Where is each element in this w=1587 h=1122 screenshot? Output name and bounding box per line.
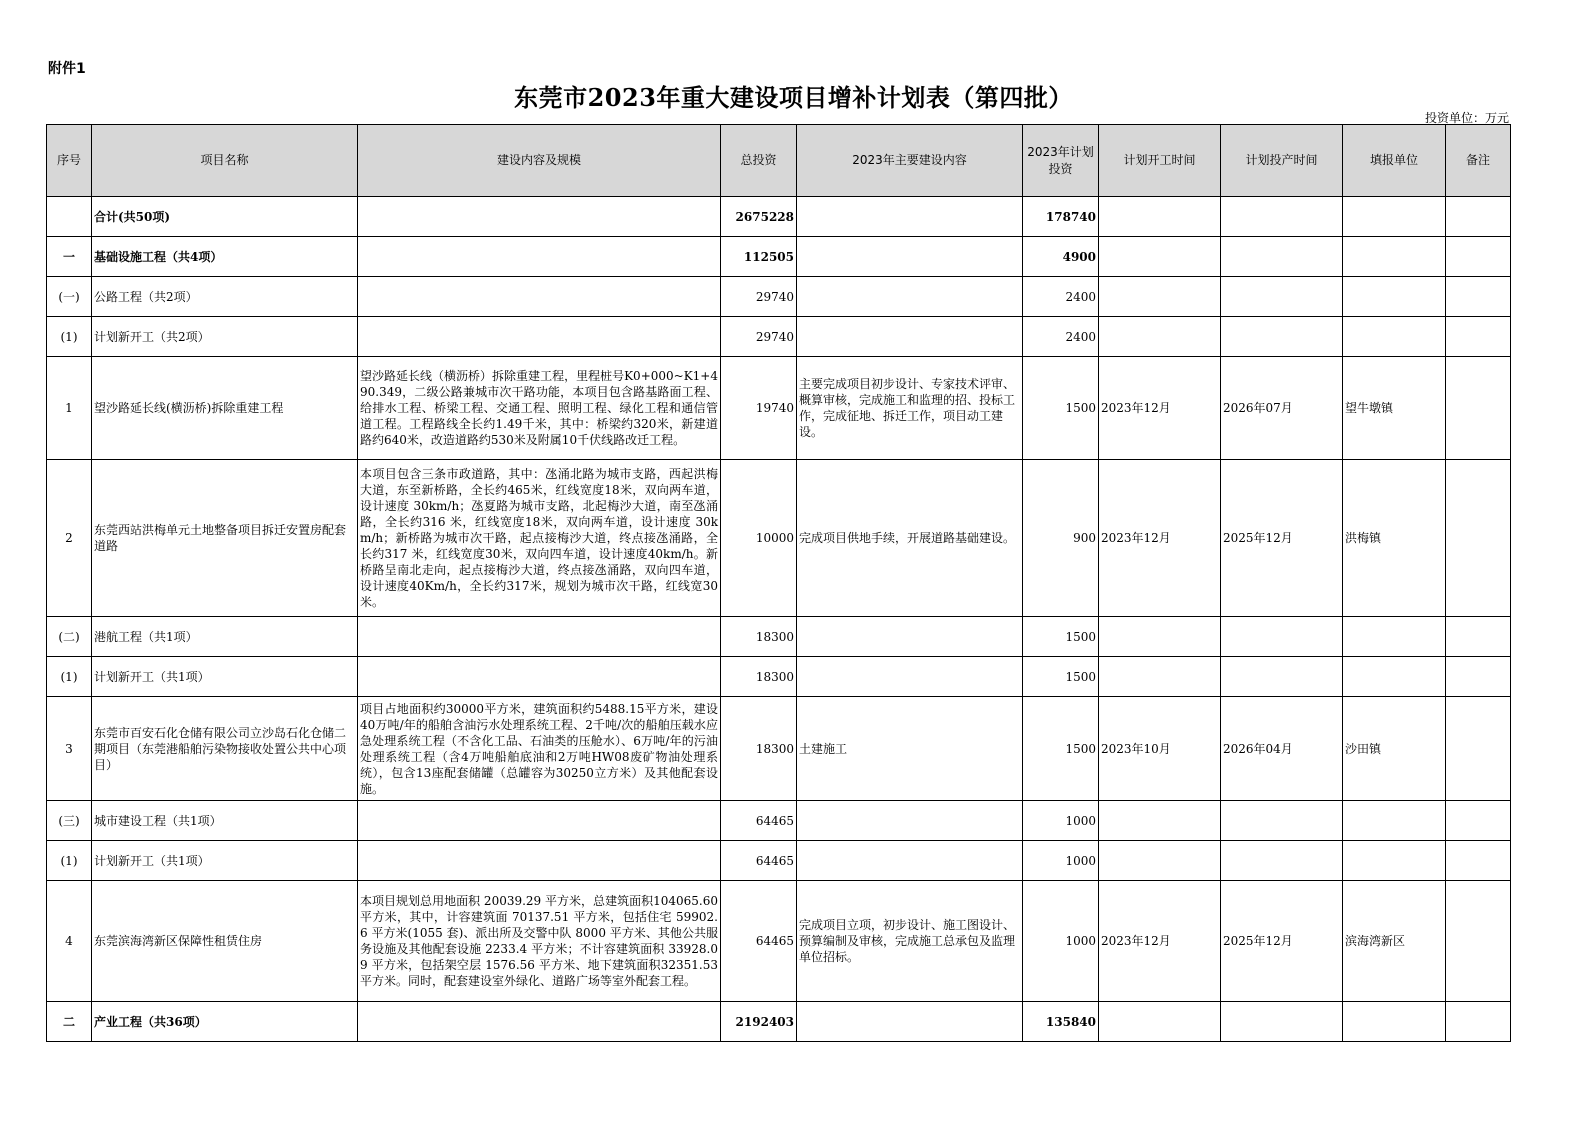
cell-total: 18300: [721, 657, 797, 697]
cell-name: 计划新开工（共1项）: [92, 841, 358, 881]
cell-finish: [1221, 657, 1343, 697]
cell-plan: 1500: [1023, 617, 1099, 657]
cell-unit: [1343, 801, 1446, 841]
cell-finish: [1221, 801, 1343, 841]
cell-note: [1446, 460, 1511, 617]
cell-note: [1446, 197, 1511, 237]
cell-start: 2023年10月: [1099, 697, 1221, 801]
cell-finish: [1221, 841, 1343, 881]
cell-seq: 2: [47, 460, 92, 617]
table-row-section: [47, 1002, 1511, 1042]
cell-finish: 2026年04月: [1221, 697, 1343, 801]
cell-start: [1099, 277, 1221, 317]
page-title: 东莞市2023年重大建设项目增补计划表（第四批）: [514, 83, 1073, 112]
cell-note: [1446, 657, 1511, 697]
cell-main: [797, 317, 1023, 357]
cell-scope: [358, 801, 721, 841]
header-finish-time: 计划投产时间: [1221, 125, 1343, 197]
cell-scope: [358, 237, 721, 277]
cell-name: 合计(共50项): [92, 197, 358, 237]
table-row-project: [47, 697, 1511, 801]
header-reporting-unit: 填报单位: [1343, 125, 1446, 197]
cell-main: [797, 1002, 1023, 1042]
table-header-row: [47, 125, 1511, 197]
cell-note: [1446, 317, 1511, 357]
cell-start: [1099, 1002, 1221, 1042]
header-project-name: 项目名称: [92, 125, 358, 197]
header-plan-investment: 2023年计划投资: [1023, 125, 1099, 197]
cell-note: [1446, 357, 1511, 460]
cell-main: 主要完成项目初步设计、专家技术评审、概算审核，完成施工和监理的招、投标工作，完成征地、拆迁工作，项目动工建设。: [797, 357, 1023, 460]
cell-scope: 项目占地面积约30000平方米，建筑面积约5488.15平方米，建设40万吨/年的船舶含油污水处理系统工程、2千吨/次的船舶压载水应急处理系统工程（不含化工品、石油类的压舱水）、6万吨/年的污油处理系统工程（含4万吨船舶底油和2万吨HW08废矿物油处理系统），包含13座配套储罐（总罐容为30250立方米）及其他配套设施。: [358, 697, 721, 801]
header-note: 备注: [1446, 125, 1511, 197]
cell-seq: [47, 197, 92, 237]
cell-scope: [358, 277, 721, 317]
cell-name: 计划新开工（共2项）: [92, 317, 358, 357]
cell-total: 19740: [721, 357, 797, 460]
cell-seq: (二): [47, 617, 92, 657]
cell-finish: [1221, 1002, 1343, 1042]
cell-total: 18300: [721, 617, 797, 657]
table-row-section: [47, 237, 1511, 277]
cell-name: 港航工程（共1项）: [92, 617, 358, 657]
table-row-project: [47, 357, 1511, 460]
cell-unit: [1343, 1002, 1446, 1042]
cell-seq: 一: [47, 237, 92, 277]
cell-finish: [1221, 317, 1343, 357]
cell-unit: 滨海湾新区: [1343, 881, 1446, 1002]
cell-name: 东莞滨海湾新区保障性租赁住房: [92, 881, 358, 1002]
cell-unit: [1343, 841, 1446, 881]
cell-total: 112505: [721, 237, 797, 277]
table-row-subsection: [47, 617, 1511, 657]
table-row-total: [47, 197, 1511, 237]
cell-name: 东莞西站洪梅单元土地整备项目拆迁安置房配套道路: [92, 460, 358, 617]
cell-main: 土建施工: [797, 697, 1023, 801]
cell-total: 10000: [721, 460, 797, 617]
cell-scope: [358, 841, 721, 881]
cell-finish: [1221, 617, 1343, 657]
cell-note: [1446, 841, 1511, 881]
cell-unit: [1343, 657, 1446, 697]
cell-unit: [1343, 277, 1446, 317]
cell-main: [797, 617, 1023, 657]
cell-main: 完成项目供地手续，开展道路基础建设。: [797, 460, 1023, 617]
cell-main: [797, 277, 1023, 317]
cell-note: [1446, 617, 1511, 657]
attachment-label: 附件1: [48, 61, 86, 77]
cell-main: [797, 197, 1023, 237]
cell-seq: (1): [47, 657, 92, 697]
investment-unit: 投资单位：万元: [1424, 111, 1509, 125]
cell-finish: [1221, 237, 1343, 277]
table-row-subsection: [47, 801, 1511, 841]
cell-start: [1099, 237, 1221, 277]
cell-total: 64465: [721, 801, 797, 841]
cell-scope: [358, 1002, 721, 1042]
cell-plan: 4900: [1023, 237, 1099, 277]
cell-start: [1099, 657, 1221, 697]
header-main-content: 2023年主要建设内容: [797, 125, 1023, 197]
cell-note: [1446, 1002, 1511, 1042]
cell-name: 东莞市百安石化仓储有限公司立沙岛石化仓储二期项目（东莞港船舶污染物接收处置公共中心项目）: [92, 697, 358, 801]
table-row-subsection: [47, 277, 1511, 317]
cell-unit: [1343, 197, 1446, 237]
cell-scope: [358, 197, 721, 237]
cell-name: 公路工程（共2项）: [92, 277, 358, 317]
cell-scope: [358, 617, 721, 657]
cell-plan: 1000: [1023, 801, 1099, 841]
cell-seq: 3: [47, 697, 92, 801]
header-seq: 序号: [47, 125, 92, 197]
cell-start: 2023年12月: [1099, 460, 1221, 617]
table-row-project: [47, 881, 1511, 1002]
table-row-category: [47, 657, 1511, 697]
header-total-investment: 总投资: [721, 125, 797, 197]
header-scope: 建设内容及规模: [358, 125, 721, 197]
cell-finish: 2026年07月: [1221, 357, 1343, 460]
cell-unit: 望牛墩镇: [1343, 357, 1446, 460]
cell-plan: 1500: [1023, 697, 1099, 801]
cell-start: 2023年12月: [1099, 357, 1221, 460]
cell-seq: (1): [47, 841, 92, 881]
project-plan-table: [46, 124, 1511, 1042]
cell-total: 64465: [721, 881, 797, 1002]
cell-total: 18300: [721, 697, 797, 801]
cell-seq: 4: [47, 881, 92, 1002]
cell-start: [1099, 617, 1221, 657]
header-start-time: 计划开工时间: [1099, 125, 1221, 197]
table-row-project: [47, 460, 1511, 617]
cell-finish: [1221, 277, 1343, 317]
cell-finish: [1221, 197, 1343, 237]
cell-start: [1099, 317, 1221, 357]
cell-main: [797, 657, 1023, 697]
cell-note: [1446, 801, 1511, 841]
cell-plan: 178740: [1023, 197, 1099, 237]
cell-name: 城市建设工程（共1项）: [92, 801, 358, 841]
cell-name: 望沙路延长线(横沥桥)拆除重建工程: [92, 357, 358, 460]
cell-seq: (一): [47, 277, 92, 317]
cell-unit: [1343, 237, 1446, 277]
cell-total: 64465: [721, 841, 797, 881]
cell-name: 计划新开工（共1项）: [92, 657, 358, 697]
cell-scope: 本项目包含三条市政道路，其中：氹涌北路为城市支路，西起洪梅大道，东至新桥路，全长约465米，红线宽度18米，双向两车道，设计速度 30km/h；氹夏路为城市支路，北起梅沙大道，南至氹涌路，全长约316 米，红线宽度18米，双向两车道，设计速度 30km/h；新桥路为城市次干路，起点接梅沙大道，终点接氹涌路，全长约317 米，红线宽度30米，双向四车道，设计速度40km/h。新桥路呈南北走向，起点接梅沙大道，终点接氹涌路，双向四车道，设计速度40Km/h，全长约317米，规划为城市次干路，红线宽30 米。: [358, 460, 721, 617]
cell-plan: 135840: [1023, 1002, 1099, 1042]
cell-note: [1446, 881, 1511, 1002]
cell-unit: 沙田镇: [1343, 697, 1446, 801]
cell-name: 产业工程（共36项）: [92, 1002, 358, 1042]
cell-plan: 2400: [1023, 317, 1099, 357]
cell-seq: (三): [47, 801, 92, 841]
cell-total: 29740: [721, 317, 797, 357]
cell-scope: [358, 317, 721, 357]
cell-plan: 1000: [1023, 841, 1099, 881]
cell-scope: 望沙路延长线（横沥桥）拆除重建工程，里程桩号K0+000~K1+490.349，二级公路兼城市次干路功能，本项目包含路基路面工程、给排水工程、桥梁工程、交通工程、照明工程、绿化工程和通信管道工程。工程路线全长约1.49千米，其中：桥梁约320米，新建道路约640米，改造道路约530米及附属10千伏线路改迁工程。: [358, 357, 721, 460]
cell-unit: [1343, 317, 1446, 357]
cell-start: [1099, 801, 1221, 841]
cell-plan: 1500: [1023, 657, 1099, 697]
cell-seq: 1: [47, 357, 92, 460]
cell-scope: [358, 657, 721, 697]
table-row-category: [47, 317, 1511, 357]
cell-finish: 2025年12月: [1221, 881, 1343, 1002]
cell-name: 基础设施工程（共4项）: [92, 237, 358, 277]
cell-start: 2023年12月: [1099, 881, 1221, 1002]
cell-start: [1099, 197, 1221, 237]
table-row-category: [47, 841, 1511, 881]
cell-main: 完成项目立项，初步设计、施工图设计、预算编制及审核，完成施工总承包及监理单位招标。: [797, 881, 1023, 1002]
cell-start: [1099, 841, 1221, 881]
cell-unit: 洪梅镇: [1343, 460, 1446, 617]
cell-total: 29740: [721, 277, 797, 317]
cell-plan: 2400: [1023, 277, 1099, 317]
cell-main: [797, 237, 1023, 277]
cell-total: 2192403: [721, 1002, 797, 1042]
cell-main: [797, 841, 1023, 881]
cell-note: [1446, 277, 1511, 317]
cell-plan: 1000: [1023, 881, 1099, 1002]
cell-seq: 二: [47, 1002, 92, 1042]
cell-scope: 本项目规划总用地面积 20039.29 平方米，总建筑面积104065.60 平方米，其中，计容建筑面 70137.51 平方米，包括住宅 59902.6 平方米(1055 套)、派出所及交警中队 8000 平方米、其他公共服务设施及其他配套设施 2233.4 平方米；不计容建筑面积 33928.09 平方米，包括架空层 1576.56 平方米、地下建筑面积32351.53 平方米。同时，配套建设室外绿化、道路广场等室外配套工程。: [358, 881, 721, 1002]
cell-note: [1446, 237, 1511, 277]
cell-unit: [1343, 617, 1446, 657]
cell-note: [1446, 697, 1511, 801]
cell-total: 2675228: [721, 197, 797, 237]
cell-plan: 1500: [1023, 357, 1099, 460]
cell-plan: 900: [1023, 460, 1099, 617]
cell-seq: (1): [47, 317, 92, 357]
cell-finish: 2025年12月: [1221, 460, 1343, 617]
cell-main: [797, 801, 1023, 841]
